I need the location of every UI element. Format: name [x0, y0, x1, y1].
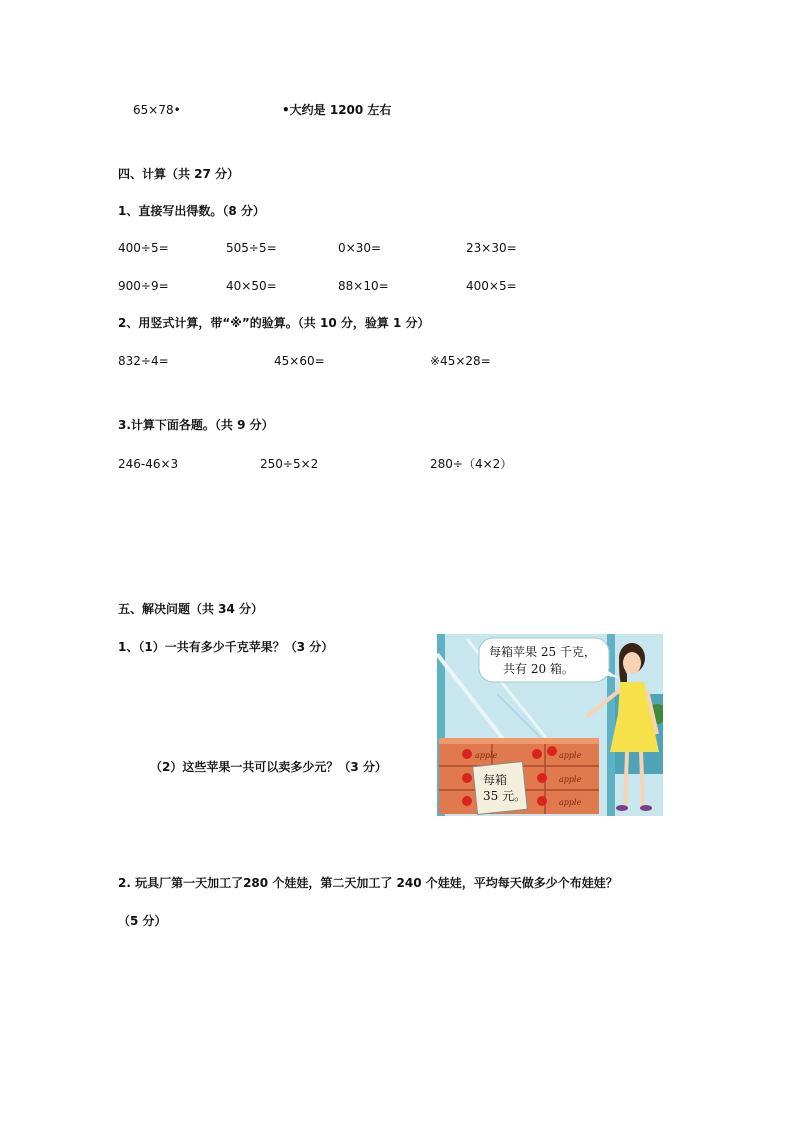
woman-shoe — [616, 805, 628, 811]
match-right-estimate: •大约是 1200 左右 — [282, 103, 392, 117]
woman-leg — [641, 752, 643, 806]
q2-item: 832÷4= — [118, 354, 169, 368]
s5-q2-line1: 2. 玩具厂第一天加工了280 个娃娃，第二天加工了 240 个娃娃，平均每天做多少个布娃娃？ — [118, 876, 618, 890]
apple-icon — [537, 773, 547, 783]
price-sign — [473, 762, 528, 815]
woman-shoe — [640, 805, 652, 811]
bubble-text-line1: 每箱苹果 25 千克， — [489, 645, 596, 659]
apple-icon — [532, 749, 542, 759]
q1-item: 400×5= — [466, 279, 517, 293]
q1-item: 40×50= — [226, 279, 277, 293]
apple-seller-illustration — [437, 634, 663, 816]
q3-item: 246-46×3 — [118, 457, 179, 471]
s5-q1-part2: （2）这些苹果一共可以卖多少元？（3 分） — [150, 760, 387, 774]
section-4-title: 四、计算（共 27 分） — [118, 167, 240, 181]
woman-skirt — [610, 714, 659, 752]
q2-title: 2、用竖式计算，带“※”的验算。（共 10 分，验算 1 分） — [118, 316, 430, 330]
sign-text-line2: 35 元。 — [483, 789, 527, 803]
q1-item: 88×10= — [338, 279, 389, 293]
apple-icon — [462, 773, 472, 783]
box-label: apple — [475, 751, 498, 760]
illustration-svg — [437, 634, 663, 816]
q1-item: 23×30= — [466, 241, 517, 255]
match-left-expression: 65×78• — [133, 103, 181, 117]
q3-item: 250÷5×2 — [260, 457, 319, 471]
q1-item: 0×30= — [338, 241, 382, 255]
woman-leg — [625, 752, 627, 806]
apple-icon — [547, 746, 557, 756]
q1-item: 900÷9= — [118, 279, 169, 293]
q1-item: 400÷5= — [118, 241, 169, 255]
box-label: apple — [559, 775, 582, 784]
q2-item: ※45×28= — [430, 354, 491, 368]
sign-text-line1: 每箱 — [483, 773, 508, 787]
q3-item: 280÷（4×2） — [430, 457, 513, 471]
section-5-title: 五、解决问题（共 34 分） — [118, 602, 264, 616]
bubble-text-line2: 共有 20 箱。 — [503, 662, 574, 676]
s5-q2-line2: （5 分） — [118, 914, 167, 928]
box-label: apple — [559, 798, 582, 807]
q1-title: 1、直接写出得数。（8 分） — [118, 204, 265, 218]
q2-item: 45×60= — [274, 354, 325, 368]
box-label: apple — [559, 751, 582, 760]
apple-icon — [462, 749, 472, 759]
apple-icon — [462, 796, 472, 806]
s5-q1-part1: 1、（1）一共有多少千克苹果？（3 分） — [118, 640, 334, 654]
q1-item: 505÷5= — [226, 241, 277, 255]
woman-face — [623, 652, 641, 674]
apple-icon — [537, 796, 547, 806]
q3-title: 3.计算下面各题。（共 9 分） — [118, 418, 274, 432]
